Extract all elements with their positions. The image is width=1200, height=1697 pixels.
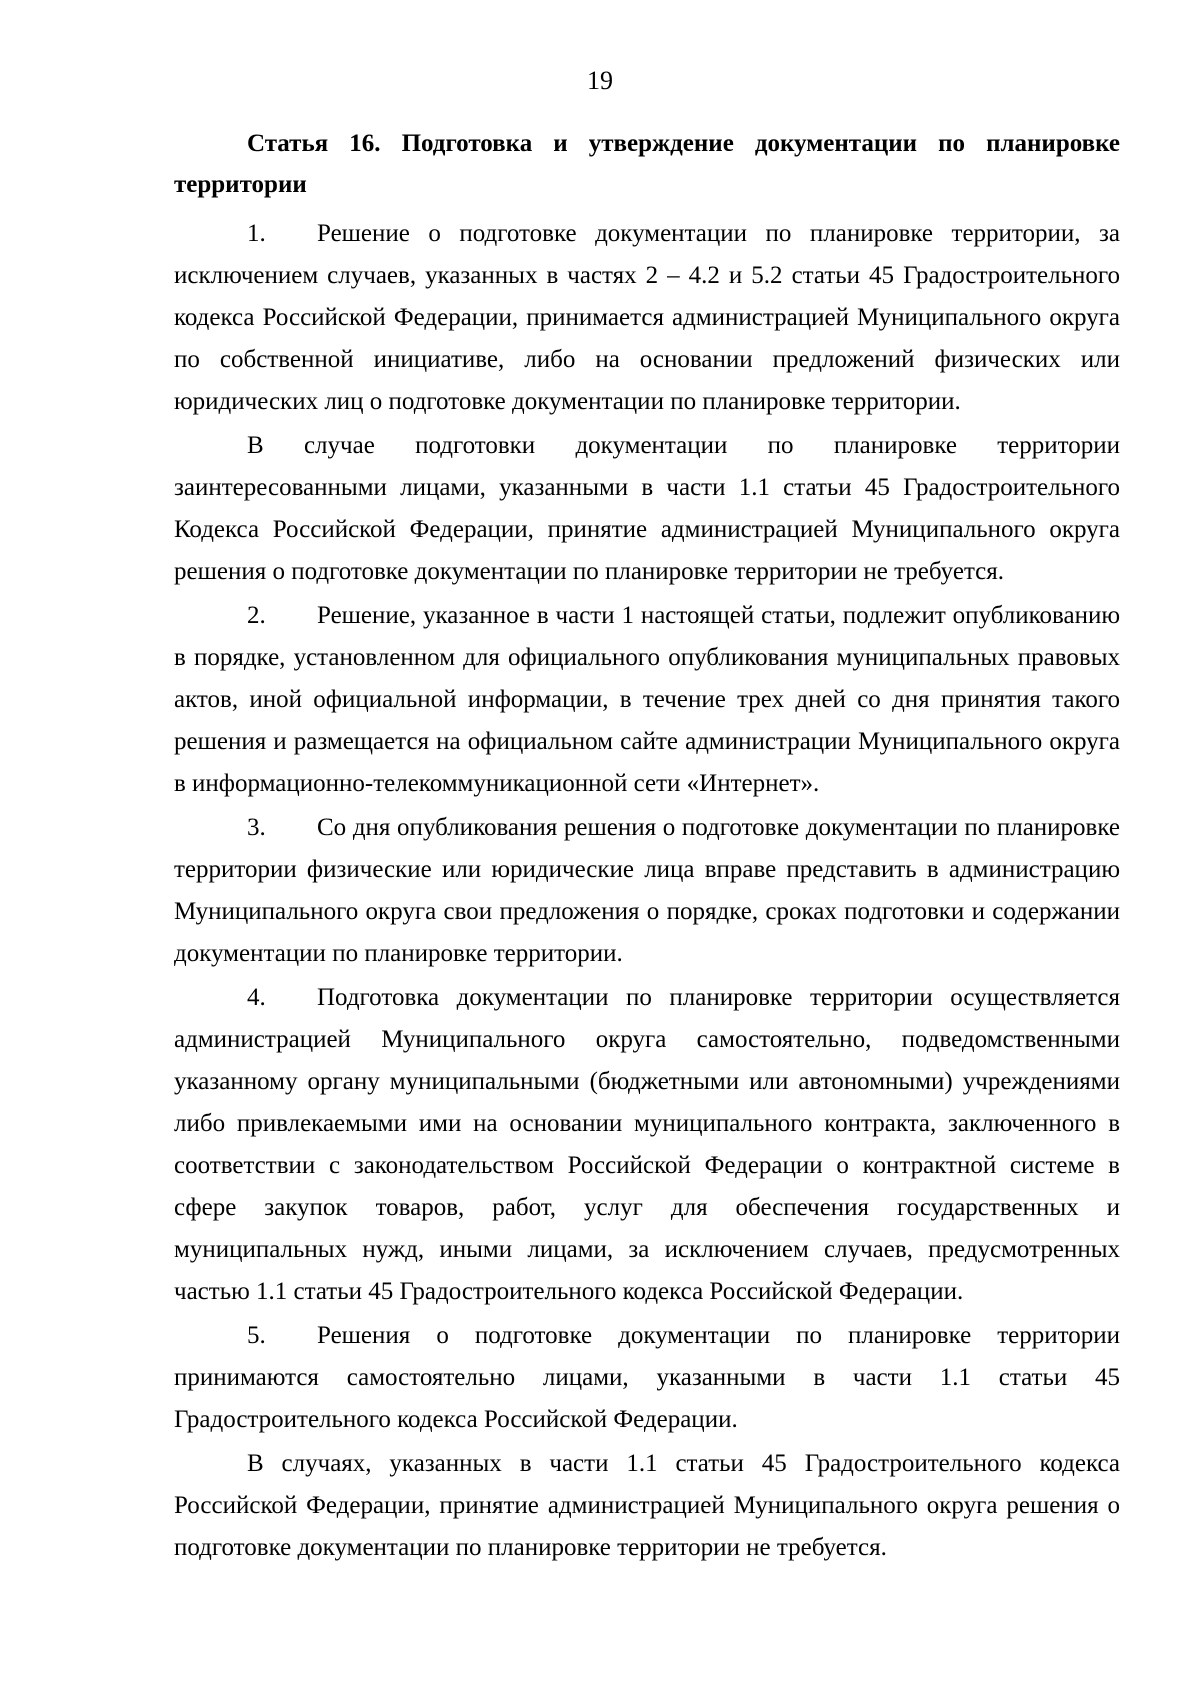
article-heading: Статья 16. Подготовка и утверждение документации по планировке территории	[174, 130, 1120, 198]
paragraph-1-continuation	[174, 425, 1120, 593]
paragraph-4	[174, 977, 1120, 1313]
paragraph-text: Решения о подготовке документации по планировке территории принимаются самостоятельно лицами, указанными в части 1.1 статьи 45 Градостроительного кодекса Российской Федерации.	[174, 1322, 1120, 1433]
paragraph-5	[174, 1315, 1120, 1441]
paragraph-3	[174, 807, 1120, 975]
paragraph-number: 1.	[247, 220, 266, 247]
paragraph-1	[174, 213, 1120, 423]
paragraph-number: 3.	[247, 814, 266, 841]
paragraph-text: Решение, указанное в части 1 настоящей статьи, подлежит опубликованию в порядке, установленном для официального опубликования муниципальных правовых актов, иной официальной информации, в течение трех дней со дня принятия такого решения и размещается на официальном сайте администрации Муниципального округа в информационно-телекоммуникационной сети «Интернет».	[174, 602, 1120, 797]
paragraph-number: 2.	[247, 602, 266, 629]
paragraph-text: В случае подготовки документации по планировке территории заинтересованными лицами, указанными в части 1.1 статьи 45 Градостроительного Кодекса Российской Федерации, принятие администрацией Муниципального округа решения о подготовке документации по планировке территории не требуется.	[174, 432, 1120, 585]
paragraph-text: Со дня опубликования решения о подготовке документации по планировке территории физические или юридические лица вправе представить в администрацию Муниципального округа свои предложения о порядке, сроках подготовки и содержании документации по планировке территории.	[174, 814, 1120, 967]
paragraph-text: В случаях, указанных в части 1.1 статьи 45 Градостроительного кодекса Российской Федерации, принятие администрацией Муниципального округа решения о подготовке документации по планировке территории не требуется.	[174, 1450, 1120, 1561]
paragraph-number: 4.	[247, 984, 266, 1011]
paragraph-5-continuation	[174, 1443, 1120, 1569]
paragraph-text: Решение о подготовке документации по планировке территории, за исключением случаев, указанных в частях 2 – 4.2 и 5.2 статьи 45 Градостроительного кодекса Российской Федерации, принимается администрацией Муниципального округа по собственной инициативе, либо на основании предложений физических или юридических лиц о подготовке документации по планировке территории.	[174, 220, 1120, 415]
paragraph-number: 5.	[247, 1322, 266, 1349]
document-body	[174, 123, 1120, 1571]
page-number: 19	[587, 66, 613, 95]
paragraph-2	[174, 595, 1120, 805]
paragraph-text: Подготовка документации по планировке территории осуществляется администрацией Муниципального округа самостоятельно, подведомственными указанному органу муниципальными (бюджетными или автономными) учреждениями либо привлекаемыми ими на основании муниципального контракта, заключенного в соответствии с законодательством Российской Федерации о контрактной системе в сфере закупок товаров, работ, услуг для обеспечения государственных и муниципальных нужд, иными лицами, за исключением случаев, предусмотренных частью 1.1 статьи 45 Градостроительного кодекса Российской Федерации.	[174, 984, 1120, 1305]
